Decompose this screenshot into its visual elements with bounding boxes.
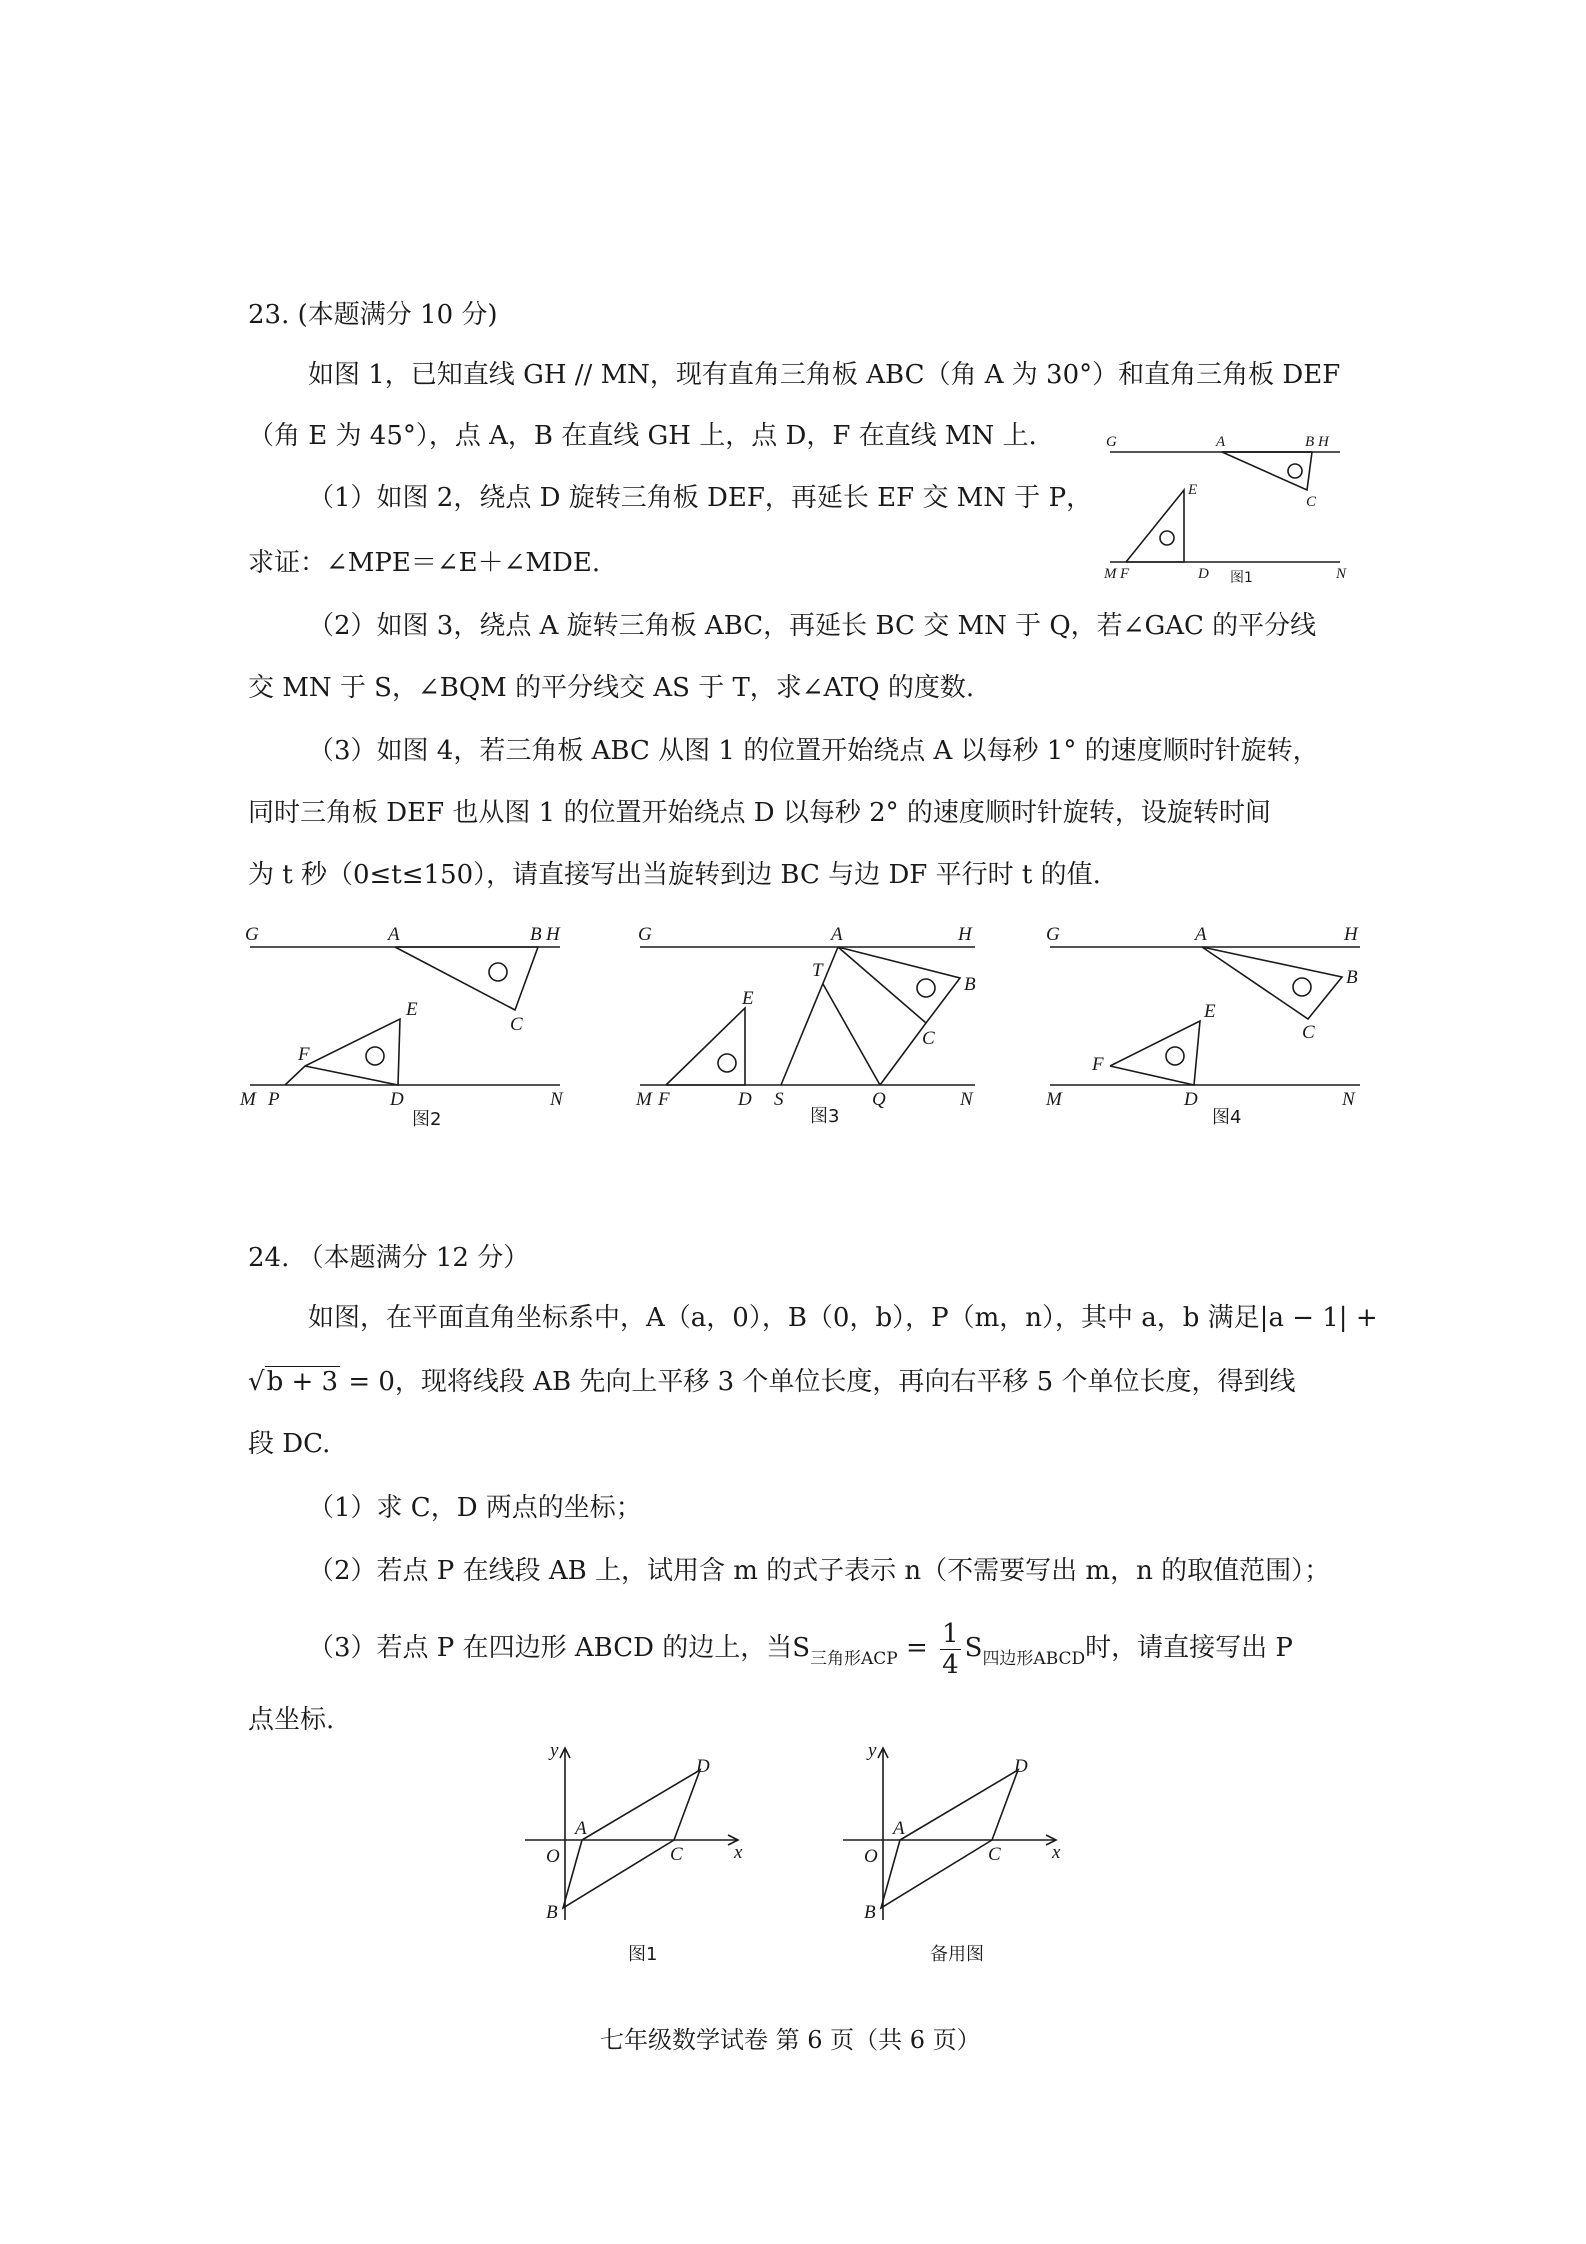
coord2-label-c: C	[988, 1844, 1001, 1865]
fig3-caption: 图3	[810, 1106, 840, 1127]
q23-paragraph-1b: （角 E 为 45°），点 A，B 在直线 GH 上，点 D，F 在直线 MN 上.	[248, 421, 1037, 451]
fig4-label-n: N	[1342, 1089, 1355, 1110]
coord1-label-o: O	[546, 1846, 560, 1867]
coord-figure-spare	[838, 1740, 1078, 1970]
q23-part2-a: （2）如图 3，绕点 A 旋转三角板 ABC，再延长 BC 交 MN 于 Q，若∠GAC 的平分线	[308, 611, 1317, 641]
q23-part1-b: 求证：∠MPE＝∠E＋∠MDE.	[248, 548, 601, 578]
q24-paragraph-1c: 段 DC.	[248, 1429, 331, 1459]
q23-part1-a: （1）如图 2，绕点 D 旋转三角板 DEF，再延长 EF 交 MN 于 P，	[308, 483, 1093, 513]
coord1-caption: 图1	[628, 1944, 658, 1965]
q24-part2: （2）若点 P 在线段 AB 上，试用含 m 的式子表示 n（不需要写出 m，n 的取值范围）；	[308, 1556, 1331, 1586]
coord-figure-1	[520, 1740, 760, 1970]
fig4-caption: 图4	[1212, 1107, 1242, 1128]
q24-part3	[308, 1618, 1293, 1689]
coord1-label-d: D	[696, 1756, 710, 1777]
coord1-label-x: x	[734, 1842, 743, 1863]
fig4-label-m: M	[1046, 1089, 1062, 1110]
fig1-label-a: A	[1216, 434, 1226, 450]
fig4-label-f: F	[1092, 1054, 1104, 1075]
coord2-caption: 备用图	[930, 1944, 984, 1965]
fig4-label-g: G	[1046, 924, 1060, 945]
sqrt-radicand: b + 3	[266, 1367, 339, 1397]
q24-paragraph-1b-rest: = 0，现将线段 AB 先向上平移 3 个单位长度，再向右平移 5 个单位长度，得到线	[340, 1367, 1296, 1397]
fig1-label-m: M	[1104, 566, 1117, 582]
q24-part3-eq: =	[897, 1633, 937, 1663]
q24-part3-pre: （3）若点 P 在四边形 ABCD 的边上，当S	[308, 1633, 811, 1663]
fig2-caption: 图2	[412, 1109, 442, 1130]
fig2-label-h: H	[546, 924, 560, 945]
page-footer: 七年级数学试卷 第 6 页（共 6 页）	[600, 2026, 981, 2054]
fig1-label-f: F	[1120, 566, 1130, 582]
coord2-label-y: y	[868, 1740, 877, 1761]
fig4-label-e: E	[1204, 1001, 1216, 1022]
q23-part3-c: 为 t 秒（0≤t≤150），请直接写出当旋转到边 BC 与边 DF 平行时 t 的值.	[248, 860, 1101, 890]
fig3-label-q: Q	[872, 1089, 886, 1110]
fig1-label-c: C	[1306, 494, 1317, 510]
fig4-label-d: D	[1184, 1089, 1198, 1110]
fig3-label-g: G	[638, 924, 652, 945]
fraction-one-quarter: $\frac{1}{4}$	[942, 1618, 959, 1680]
fig3-label-n: N	[960, 1089, 973, 1110]
fig2-label-c: C	[510, 1014, 523, 1035]
sqrt-sign: √	[248, 1367, 265, 1397]
q23-part3-b: 同时三角板 DEF 也从图 1 的位置开始绕点 D 以每秒 2° 的速度顺时针旋转，设旋转时间	[248, 798, 1271, 828]
fig2-label-p: P	[268, 1089, 280, 1110]
coord1-label-a: A	[575, 1818, 587, 1839]
fig2-label-d: D	[390, 1089, 404, 1110]
coord1-label-y: y	[550, 1740, 559, 1761]
q24-header: 24. （本题满分 12 分）	[248, 1243, 530, 1273]
q24-part3-sub1: 三角形ACP	[810, 1649, 898, 1669]
coord1-label-b: B	[546, 1902, 558, 1923]
fig2-label-f: F	[298, 1044, 310, 1065]
fig1-label-e: E	[1188, 482, 1198, 498]
fig3-label-t: T	[812, 960, 823, 981]
fig2-label-b: B	[530, 924, 542, 945]
fig1-caption: 图1	[1230, 570, 1253, 586]
coord1-label-c: C	[670, 1844, 683, 1865]
q23-paragraph-1a: 如图 1，已知直线 GH // MN，现有直角三角板 ABC（角 A 为 30°）和直角三角板 DEF	[308, 360, 1341, 390]
fig2-label-g: G	[245, 924, 259, 945]
fig3-label-f: F	[658, 1089, 670, 1110]
fig2-label-a: A	[388, 924, 400, 945]
figure-4	[1040, 920, 1370, 1130]
fig3-label-b: B	[964, 974, 976, 995]
q24-part3-post: 时，请直接写出 P	[1085, 1633, 1293, 1663]
coord2-label-o: O	[864, 1846, 878, 1867]
q23-part3-a: （3）如图 4，若三角板 ABC 从图 1 的位置开始绕点 A 以每秒 1° 的速度顺时针旋转，	[308, 736, 1319, 766]
fig4-label-b: B	[1346, 967, 1358, 988]
figure-1	[1100, 430, 1350, 586]
q23-part2-b: 交 MN 于 S，∠BQM 的平分线交 AS 于 T，求∠ATQ 的度数.	[248, 673, 975, 703]
q24-paragraph-1a: 如图，在平面直角坐标系中，A（a，0），B（0，b），P（m，n），其中 a，b 满足|a − 1| +	[308, 1303, 1378, 1333]
fig4-label-a: A	[1195, 924, 1207, 945]
q24-part3-tail: 点坐标.	[248, 1705, 335, 1735]
fig2-label-n: N	[550, 1089, 563, 1110]
coord2-label-a: A	[893, 1818, 905, 1839]
q24-paragraph-1b	[248, 1364, 1296, 1400]
fig3-label-s: S	[774, 1089, 784, 1110]
coord2-label-d: D	[1014, 1756, 1028, 1777]
figure-2	[240, 920, 580, 1130]
fig3-label-d: D	[738, 1089, 752, 1110]
fig4-label-c: C	[1302, 1022, 1315, 1043]
fig3-label-h: H	[958, 924, 972, 945]
fig1-label-d: D	[1198, 566, 1209, 582]
q24-part3-s: S	[964, 1633, 983, 1663]
coord2-label-x: x	[1052, 1842, 1061, 1863]
q23-header: 23. (本题满分 10 分)	[248, 300, 498, 330]
fig1-label-b: B	[1305, 434, 1315, 450]
fig3-label-e: E	[742, 988, 754, 1009]
fig1-label-n: N	[1336, 566, 1347, 582]
fig2-label-e: E	[406, 999, 418, 1020]
fig3-label-a: A	[831, 924, 843, 945]
fig1-label-h: H	[1318, 434, 1329, 450]
coord2-label-b: B	[864, 1902, 876, 1923]
q24-part3-sub2: 四边形ABCD	[982, 1649, 1086, 1669]
q24-part1: （1）求 C，D 两点的坐标；	[308, 1493, 642, 1523]
fig4-label-h: H	[1344, 924, 1358, 945]
fig3-label-m: M	[636, 1089, 652, 1110]
fig3-label-c: C	[922, 1028, 935, 1049]
figure-3	[630, 920, 990, 1130]
fig1-label-g: G	[1106, 434, 1117, 450]
fig2-label-m: M	[240, 1089, 256, 1110]
